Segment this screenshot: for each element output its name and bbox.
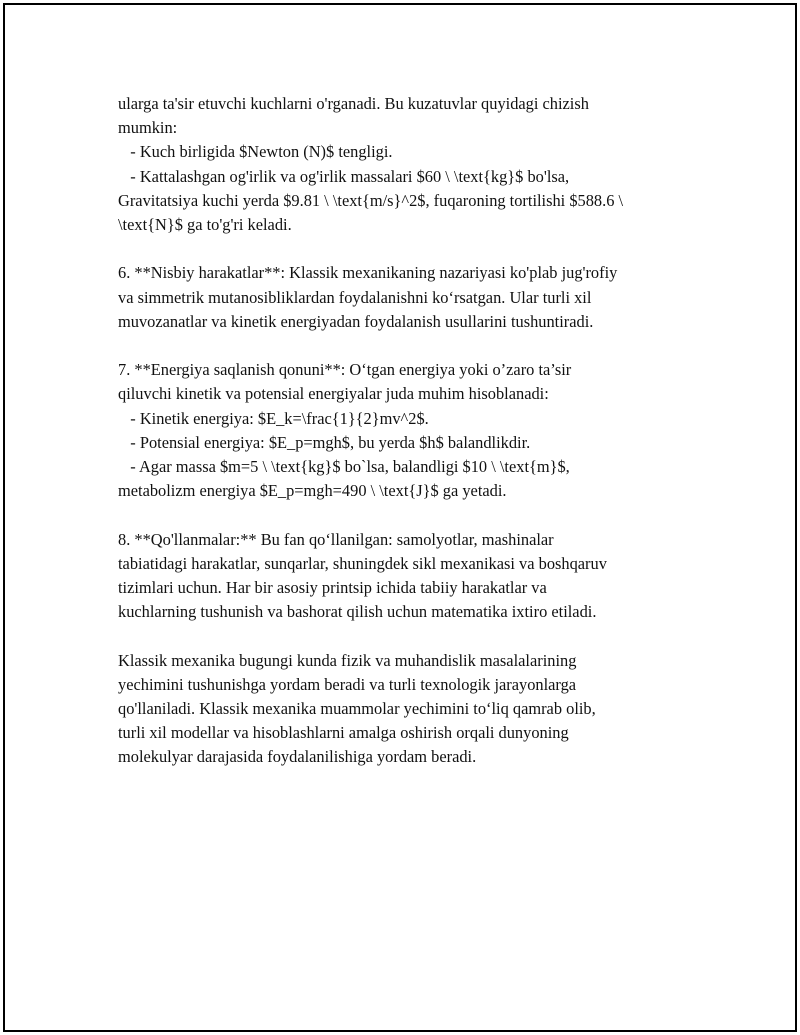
paragraph-gap [118,334,708,358]
text-line: Gravitatsiya kuchi yerda $9.81 \ \text{m/s}^2$, fuqaroning tortilishi $588.6 \ [118,190,624,210]
text-line: turli xil modellar va hisoblashlarni amalga oshirish orqali dunyoning [118,723,569,743]
paragraph-conclusion [118,649,708,770]
section-8-applications [118,528,708,625]
text-line: kuchlarning tushunish va bashorat qilish uchun matematika ixtiro etiladi. [118,602,597,622]
text-line: molekulyar darajasida foydalanilishiga yordam beradi. [118,747,477,767]
text-line: mumkin: [118,118,178,138]
document-body [118,92,708,770]
text-line: - Kattalashgan og'irlik va og'irlik massalari $60 \ \text{kg}$ bo'lsa, [118,166,570,186]
text-line: \text{N}$ ga to'g'ri keladi. [118,215,292,235]
paragraph-intro-continued [118,92,708,237]
text-line: va simmetrik mutanosibliklardan foydalanishni ko‘rsatgan. Ular turli xil [118,287,592,307]
text-line: 6. **Nisbiy harakatlar**: Klassik mexanikaning nazariyasi ko'plab jug'rofiy [118,263,618,283]
text-line: muvozanatlar va kinetik energiyadan foydalanish usullarini tushuntiradi. [118,311,594,331]
text-line: qo'llaniladi. Klassik mexanika muammolar yechimini to‘liq qamrab olib, [118,699,596,719]
text-line: - Kinetik energiya: $E_k=\frac{1}{2}mv^2$. [118,408,429,428]
text-line: - Potensial energiya: $E_p=mgh$, bu yerda $h$ balandlikdir. [118,432,531,452]
text-line: yechimini tushunishga yordam beradi va turli texnologik jarayonlarga [118,674,577,694]
text-line: qiluvchi kinetik va potensial energiyalar juda muhim hisoblanadi: [118,384,549,404]
text-line: - Agar massa $m=5 \ \text{kg}$ bo`lsa, balandligi $10 \ \text{m}$, [118,457,570,477]
text-line: Klassik mexanika bugungi kunda fizik va muhandislik masalalarining [118,650,577,670]
text-line: ularga ta'sir etuvchi kuchlarni o'rganadi. Bu kuzatuvlar quyidagi chizish [118,94,589,113]
section-6-relative-motion [118,261,708,334]
text-line: metabolizm energiya $E_p=mgh=490 \ \text{J}$ ga yetadi. [118,481,507,501]
text-line: tizimlari uchun. Har bir asosiy printsip ichida tabiiy harakatlar va [118,578,547,598]
paragraph-gap [118,503,708,527]
text-line: 8. **Qo'llanmalar:** Bu fan qo‘llanilgan: samolyotlar, mashinalar [118,529,554,549]
text-line: 7. **Energiya saqlanish qonuni**: O‘tgan energiya yoki o’zaro ta’sir [118,360,572,380]
paragraph-gap [118,624,708,648]
text-line: - Kuch birligida $Newton (N)$ tengligi. [118,142,393,162]
text-line: tabiatidagi harakatlar, sunqarlar, shuningdek sikl mexanikasi va boshqaruv [118,553,607,573]
paragraph-gap [118,237,708,261]
section-7-energy-conservation [118,358,708,503]
